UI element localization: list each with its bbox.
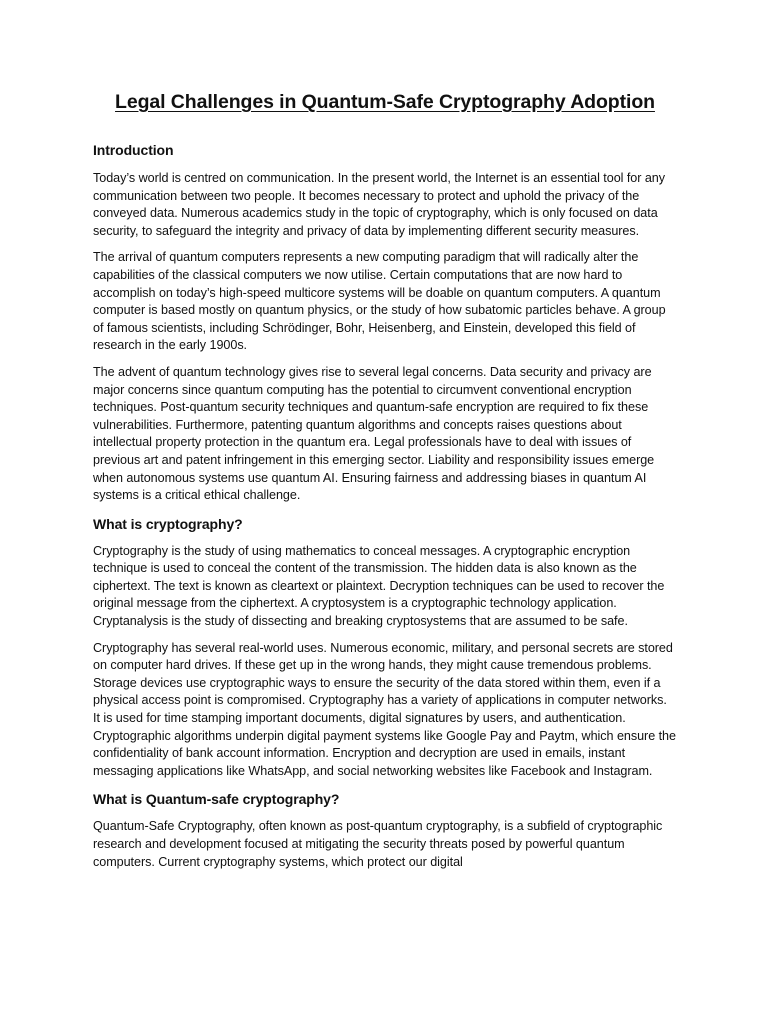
section-heading-what-is-cryptography: What is cryptography?	[93, 515, 243, 532]
paragraph: The advent of quantum technology gives rise to several legal concerns. Data security and privacy are major concerns since quantum computing has the potential to circumvent conventional encryption techniques. Post-quantum security techniques and quantum-safe encryption are required to fix these vulnerabilities. Furthermore, patenting quantum algorithms and concepts raises questions about intellectual property protection in the quantum era. Legal professionals have to deal with issues of previous art and patent infringement in this emerging sector. Liability and responsibility issues emerge when autonomous systems use quantum AI. Ensuring fairness and addressing biases in quantum AI systems is a critical ethical challenge.	[93, 364, 655, 503]
document-title: Legal Challenges in Quantum-Safe Cryptography Adoption	[115, 91, 655, 113]
paragraph: Quantum-Safe Cryptography, often known as post-quantum cryptography, is a subfield of cryptographic research and development focused at mitigating the security threats posed by powerful quantum computers. Current cryptography systems, which protect our digital	[93, 819, 663, 869]
section-heading-quantum-safe-cryptography: What is Quantum-safe cryptography?	[93, 791, 340, 808]
paragraph: Today’s world is centred on communication. In the present world, the Internet is an essential tool for any communication between two people. It becomes necessary to protect and uphold the privacy of the conveyed data. Numerous academics study in the topic of cryptography, which is only focused on data security, to safeguard the integrity and privacy of data by implementing different security measures.	[93, 171, 665, 238]
document-body	[93, 88, 677, 871]
paragraph: Cryptography has several real-world uses. Numerous economic, military, and personal secrets are stored on computer hard drives. If these get up in the wrong hands, they might cause tremendous problems. Storage devices use cryptographic ways to ensure the security of the data stored within them, even if a physical access point is compromised. Cryptography has a variety of applications in computer networks. It is used for time stamping important documents, digital signatures by users, and authentication. Cryptographic algorithms underpin digital payment systems like Google Pay and Paytm, which ensure the confidentiality of bank account information. Encryption and decryption are used in emails, instant messaging applications like WhatsApp, and social networking websites like Facebook and Instagram.	[93, 640, 676, 778]
paragraph: The arrival of quantum computers represents a new computing paradigm that will radically alter the capabilities of the classical computers we now utilise. Certain computations that are now hard to accomplish on today’s high-speed multicore systems will be doable on quantum computers. A quantum computer is based mostly on quantum physics, or the study of how subatomic particles behave. A group of famous scientists, including Schrödinger, Bohr, Heisenberg, and Einstein, developed this field of research in the early 1900s.	[93, 250, 666, 353]
paragraph: Cryptography is the study of using mathematics to conceal messages. A cryptographic encryption technique is used to conceal the content of the transmission. The hidden data is also known as the ciphertext. The text is known as cleartext or plaintext. Decryption techniques can be used to recover the original message from the ciphertext. A cryptosystem is a cryptographic technology application. Cryptanalysis is the study of dissecting and breaking cryptosystems that are assumed to be safe.	[93, 543, 665, 629]
section-heading-introduction: Introduction	[93, 142, 174, 158]
